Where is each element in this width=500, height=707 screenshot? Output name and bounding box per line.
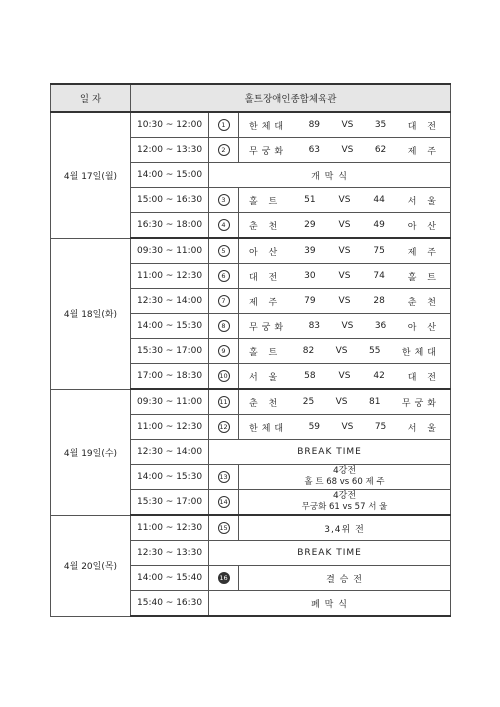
time-cell: 12:30 ~ 14:00 <box>131 289 209 314</box>
home-score: 83 <box>308 321 321 331</box>
vs-label: VS <box>341 120 354 130</box>
away-team: 서 울 <box>407 423 440 434</box>
match-cell <box>239 112 451 138</box>
home-score: 39 <box>304 246 316 256</box>
game-number-badge: 11 <box>219 398 228 406</box>
home-score: 30 <box>304 271 316 281</box>
vs-label: VS <box>338 371 351 381</box>
event-cell: BREAK TIME <box>209 440 451 465</box>
match-cell <box>239 238 451 264</box>
home-team: 제 주 <box>249 297 282 308</box>
home-score: 29 <box>304 220 316 230</box>
away-team: 서 울 <box>407 196 440 207</box>
date-cell: 4월 17일(월) <box>51 112 131 238</box>
home-score: 63 <box>308 145 321 155</box>
home-team: 무궁화 <box>249 322 288 333</box>
away-team: 홀 트 <box>407 272 440 283</box>
away-score: 36 <box>374 321 387 331</box>
game-number-badge: 12 <box>219 423 228 431</box>
game-number-cell <box>209 566 239 591</box>
match-line <box>249 119 440 132</box>
match-line <box>249 194 440 207</box>
game-number-badge: 2 <box>218 144 230 156</box>
home-team: 춘 천 <box>249 398 282 409</box>
match-line <box>249 219 440 232</box>
home-team: 한체대 <box>249 121 288 132</box>
match-cell <box>239 339 451 364</box>
game-number-cell <box>209 238 239 264</box>
game-number-badge: 10 <box>219 372 228 380</box>
game-number-cell <box>209 465 239 490</box>
time-cell: 17:00 ~ 18:30 <box>131 364 209 390</box>
vs-label: VS <box>338 246 351 256</box>
match-cell <box>239 289 451 314</box>
semifinal-result: 무궁화 61 vs 57 서 울 <box>301 502 388 512</box>
match-line <box>249 144 440 157</box>
match-cell <box>239 314 451 339</box>
home-team: 서 울 <box>249 372 282 383</box>
game-number-cell <box>209 112 239 138</box>
home-score: 25 <box>302 397 315 407</box>
time-cell: 12:30 ~ 13:30 <box>131 541 209 566</box>
away-team: 제 주 <box>407 146 440 157</box>
away-score: 81 <box>368 397 381 407</box>
game-number-badge: 15 <box>219 524 228 532</box>
time-cell: 11:00 ~ 12:30 <box>131 415 209 440</box>
time-cell: 14:00 ~ 15:30 <box>131 314 209 339</box>
match-line <box>249 396 440 409</box>
match-cell <box>239 138 451 163</box>
match-line <box>249 320 440 333</box>
schedule-row <box>51 389 451 415</box>
away-team: 무궁화 <box>401 398 440 409</box>
time-cell: 10:30 ~ 12:00 <box>131 112 209 138</box>
game-label-cell: 3,4위 전 <box>239 515 451 541</box>
time-cell: 14:00 ~ 15:30 <box>131 465 209 490</box>
game-number-badge: 13 <box>219 473 228 481</box>
time-cell: 15:30 ~ 17:00 <box>131 490 209 516</box>
game-number-badge: 4 <box>218 219 230 231</box>
home-team: 춘 천 <box>249 221 282 232</box>
match-line <box>249 295 440 308</box>
match-line <box>249 270 440 283</box>
away-score: 35 <box>374 120 387 130</box>
away-team: 제 주 <box>407 247 440 258</box>
time-cell: 15:00 ~ 16:30 <box>131 188 209 213</box>
game-number-cell <box>209 138 239 163</box>
home-team: 한체대 <box>249 423 288 434</box>
game-number-badge: 5 <box>218 245 230 257</box>
home-team: 홀 트 <box>249 196 282 207</box>
semifinal-result: 홀 트 68 vs 60 제 주 <box>304 477 385 487</box>
match-cell <box>239 415 451 440</box>
time-cell: 11:00 ~ 12:30 <box>131 515 209 541</box>
vs-label: VS <box>338 296 351 306</box>
game-number-cell <box>209 515 239 541</box>
away-team: 대 전 <box>407 372 440 383</box>
schedule-row <box>51 238 451 264</box>
game-number-badge: 3 <box>218 194 230 206</box>
vs-label: VS <box>338 220 351 230</box>
home-score: 51 <box>304 195 316 205</box>
home-score: 89 <box>308 120 321 130</box>
match-cell <box>239 364 451 390</box>
match-line <box>249 245 440 258</box>
event-cell: BREAK TIME <box>209 541 451 566</box>
home-team: 홀 트 <box>249 347 282 358</box>
away-score: 55 <box>368 346 381 356</box>
game-number-cell <box>209 289 239 314</box>
date-cell: 4월 19일(수) <box>51 389 131 515</box>
header-row <box>51 84 451 112</box>
away-team: 춘 천 <box>407 297 440 308</box>
semifinal-cell <box>239 490 451 516</box>
match-line <box>249 345 440 358</box>
home-score: 59 <box>308 422 321 432</box>
away-team: 대 전 <box>407 121 440 132</box>
event-cell: 폐 막 식 <box>209 591 451 617</box>
away-team: 아 산 <box>407 221 440 232</box>
game-number-cell <box>209 264 239 289</box>
date-cell: 4월 20일(목) <box>51 515 131 616</box>
away-team: 한체대 <box>401 347 440 358</box>
away-score: 75 <box>373 246 385 256</box>
game-number-cell <box>209 364 239 390</box>
game-number-badge: 16 <box>219 574 228 582</box>
match-cell <box>239 389 451 415</box>
time-cell: 12:00 ~ 13:30 <box>131 138 209 163</box>
schedule-table <box>50 83 451 617</box>
away-score: 62 <box>374 145 387 155</box>
away-score: 44 <box>373 195 385 205</box>
match-cell <box>239 213 451 239</box>
game-number-badge: 6 <box>218 270 230 282</box>
schedule-row <box>51 112 451 138</box>
match-line <box>249 421 440 434</box>
date-cell: 4월 18일(화) <box>51 238 131 389</box>
schedule-row <box>51 515 451 541</box>
semifinal-cell <box>239 465 451 490</box>
time-cell: 12:30 ~ 14:00 <box>131 440 209 465</box>
time-cell: 09:30 ~ 11:00 <box>131 238 209 264</box>
event-cell: 개 막 식 <box>209 163 451 188</box>
venue-header: 홀트장애인종합체육관 <box>131 84 451 112</box>
vs-label: VS <box>338 195 351 205</box>
home-score: 82 <box>302 346 315 356</box>
date-column-header: 일 자 <box>51 84 131 112</box>
home-score: 58 <box>304 371 316 381</box>
vs-label: VS <box>341 321 354 331</box>
semifinal-title: 4강전 <box>332 466 357 476</box>
match-cell <box>239 264 451 289</box>
time-cell: 14:00 ~ 15:00 <box>131 163 209 188</box>
away-score: 75 <box>374 422 387 432</box>
time-cell: 11:00 ~ 12:30 <box>131 264 209 289</box>
vs-label: VS <box>341 145 354 155</box>
game-number-cell <box>209 339 239 364</box>
home-score: 79 <box>304 296 316 306</box>
game-number-cell <box>209 415 239 440</box>
away-score: 74 <box>373 271 385 281</box>
game-number-cell <box>209 188 239 213</box>
away-team: 아 산 <box>407 322 440 333</box>
vs-label: VS <box>338 271 351 281</box>
game-number-cell <box>209 213 239 239</box>
away-score: 28 <box>373 296 385 306</box>
vs-label: VS <box>335 397 348 407</box>
away-score: 49 <box>373 220 385 230</box>
time-cell: 15:30 ~ 17:00 <box>131 339 209 364</box>
game-number-badge: 9 <box>218 345 230 357</box>
time-cell: 14:00 ~ 15:40 <box>131 566 209 591</box>
time-cell: 15:40 ~ 16:30 <box>131 591 209 617</box>
home-team: 무궁화 <box>249 146 288 157</box>
game-number-cell <box>209 490 239 516</box>
match-cell <box>239 188 451 213</box>
game-number-cell <box>209 389 239 415</box>
vs-label: VS <box>341 422 354 432</box>
home-team: 대 전 <box>249 272 282 283</box>
vs-label: VS <box>335 346 348 356</box>
time-cell: 16:30 ~ 18:00 <box>131 213 209 239</box>
home-team: 아 산 <box>249 247 282 258</box>
game-number-cell <box>209 314 239 339</box>
game-number-badge: 8 <box>218 320 230 332</box>
match-line <box>249 370 440 383</box>
game-label-cell: 결 승 전 <box>239 566 451 591</box>
time-cell: 09:30 ~ 11:00 <box>131 389 209 415</box>
semifinal-title: 4강전 <box>332 491 357 501</box>
away-score: 42 <box>373 371 385 381</box>
game-number-badge: 7 <box>218 295 230 307</box>
game-number-badge: 14 <box>219 498 228 506</box>
game-number-badge: 1 <box>218 119 230 131</box>
